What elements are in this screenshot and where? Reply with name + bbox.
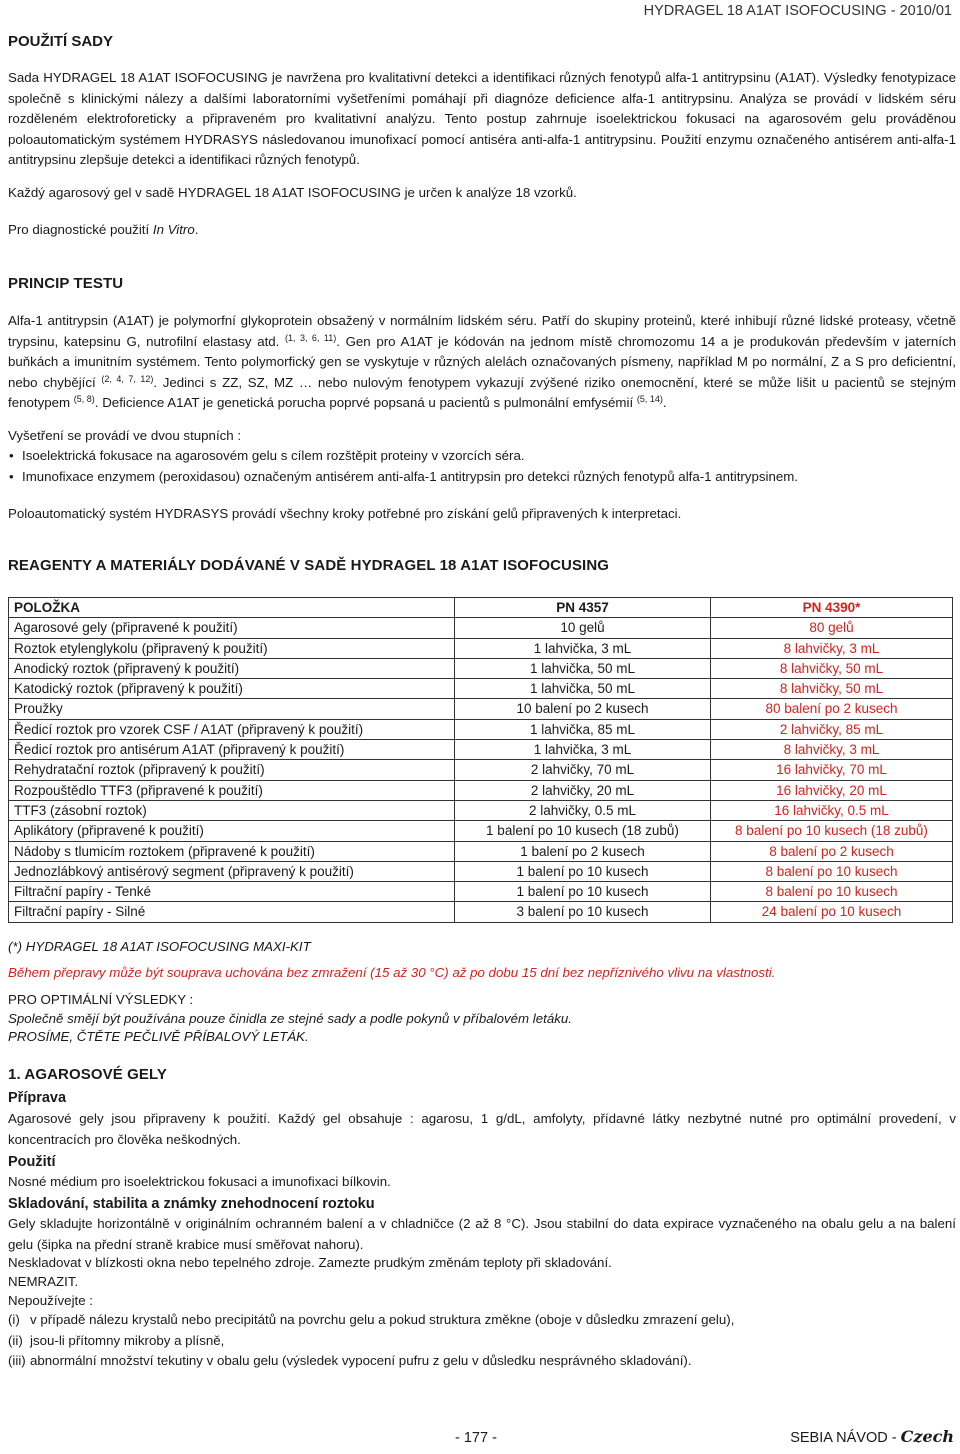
- subtitle-usage: Použití: [8, 1154, 56, 1170]
- table-row: [9, 800, 953, 820]
- table-cell-item: Anodický roztok (připravený k použití): [9, 658, 455, 678]
- table-cell-pn4357: 2 lahvičky, 0.5 mL: [455, 800, 711, 820]
- hydrasys-note: Poloautomatický systém HYDRASYS provádí všechny kroky potřebné pro získání gelů připravených k interpretaci.: [8, 506, 682, 521]
- condition-num: (i): [8, 1312, 20, 1327]
- in-vitro-italic: In Vitro: [152, 222, 195, 237]
- table-row: [9, 780, 953, 800]
- usage-text: Nosné médium pro isoelektrickou fokusaci a imunofixaci bílkovin.: [8, 1174, 391, 1189]
- table-cell-pn4390: 8 lahvičky, 50 mL: [711, 679, 953, 699]
- table-row: [9, 740, 953, 760]
- table-cell-item: Roztok etylenglykolu (připravený k použití): [9, 638, 455, 658]
- principle-paragraph: [8, 311, 956, 414]
- footer-brand-text: SEBIA NÁVOD -: [790, 1430, 901, 1446]
- reference-sup-2: (2, 4, 7, 12): [101, 373, 154, 384]
- gel-capacity-text: Každý agarosový gel v sadě HYDRAGEL 18 A1AT ISOFOCUSING je určen k analýze 18 vzorků.: [8, 185, 577, 200]
- list-item: • Isoelektrická fokusace na agarosovém gelu s cílem rozštěpit proteiny v vzorcích séra.: [8, 446, 956, 467]
- table-cell-item: Katodický roztok (připravený k použití): [9, 679, 455, 699]
- column-header-pn4357: PN 4357: [455, 598, 711, 618]
- reference-sup-4: (5, 14): [636, 394, 663, 404]
- table-cell-item: Agarosové gely (připravené k použití): [9, 618, 455, 638]
- table-cell-pn4357: 10 gelů: [455, 618, 711, 638]
- principle-text-4: . Deficience A1AT je genetická porucha poprvé popsaná u pacientů s pulmonální emfysémií: [94, 395, 637, 410]
- reagents-table-body: [9, 618, 953, 922]
- intro-text-b: Tento postup zahrnuje isoelektrickou fokusaci na agarosovém gelu prováděnou poloautomatickým systémem HYDRASYS následovanou imunofixací pomocí antiséra anti-alfa-1 antitrypsinu. Použití enzymu označeného antisérem anti-alfa-1 antitrypsinu zlepšuje detekci a identifikaci různých fenotypů.: [8, 111, 956, 167]
- table-cell-pn4390: 8 balení po 10 kusech: [711, 882, 953, 902]
- do-not-use-title: Nepoužívejte :: [8, 1293, 94, 1308]
- table-row: [9, 658, 953, 678]
- table-cell-pn4390: 8 balení po 10 kusech: [711, 861, 953, 881]
- subtitle-storage: Skladování, stabilita a známky znehodnocení roztoku: [8, 1196, 375, 1212]
- steps-intro: Vyšetření se provádí ve dvou stupních :: [8, 428, 242, 443]
- reference-sup-3: (5, 8): [73, 394, 95, 404]
- section-title-principle: PRINCIP TESTU: [8, 275, 124, 292]
- table-cell-item: Filtrační papíry - Tenké: [9, 882, 455, 902]
- intro-text-a: Sada HYDRAGEL 18 A1AT ISOFOCUSING je navržena pro kvalitativní detekci a identifikaci různých fenotypů alfa-1 antitrypsinu (A1AT). Výsledky fenotypizace společně s klinickými nálezy a dalšími laboratorními vyšetřeními pomáhají při diagnóze deficience alfa-1 antitrypsinu. Analýza se provádí v lidském séru rozděleném elektroforeticky a připraveném pro kvalitativní analýzu.: [8, 70, 956, 126]
- principle-text-1: Alfa-1 antitrypsin (A1AT) je polymorfní glykoprotein obsažený v normálním lidském séru. Patří do skupiny proteinů, které inhibují různé lidské proteasy, včetně trypsinu, katepsinu G, nutrofilní elastasy atd.: [8, 313, 956, 349]
- steps-list: [8, 446, 956, 487]
- table-cell-pn4357: 2 lahvičky, 20 mL: [455, 780, 711, 800]
- table-row: [9, 679, 953, 699]
- table-row: [9, 841, 953, 861]
- storage-heat-text: Neskladovat v blízkosti okna nebo tepelného zdroje. Zamezte prudkým změnám teploty při skladování.: [8, 1255, 612, 1270]
- footer-language: Czech: [900, 1427, 954, 1446]
- steps-list-wrap: [8, 446, 956, 487]
- preparation-text: Agarosové gely jsou připraveny k použití. Každý gel obsahuje : agarosu, 1 g/dL, amfolyty, přídavné látky nezbytné nutné pro optimální provedení, v koncentracích pro člověka neškodných.: [8, 1111, 956, 1147]
- table-cell-pn4357: 1 balení po 10 kusech (18 zubů): [455, 821, 711, 841]
- table-cell-pn4357: 1 lahvička, 50 mL: [455, 679, 711, 699]
- list-item: • Imunofixace enzymem (peroxidasou) označeným antisérem anti-alfa-1 antitrypsin pro detekci různých fenotypů alfa-1 antitrypsinem.: [8, 467, 956, 488]
- condition-num: (iii): [8, 1353, 26, 1368]
- section-title-reagents: REAGENTY A MATERIÁLY DODÁVANÉ V SADĚ HYDRAGEL 18 A1AT ISOFOCUSING: [8, 557, 610, 574]
- table-cell-pn4390: 8 balení po 10 kusech (18 zubů): [711, 821, 953, 841]
- table-cell-pn4357: 3 balení po 10 kusech: [455, 902, 711, 922]
- table-cell-item: Jednozlábkový antisérový segment (připravený k použití): [9, 861, 455, 881]
- condition-text: v případě nálezu krystalů nebo precipitátů na povrchu gelu a pokud struktura změkne (oboje v důsledku zmrazení gelu),: [30, 1312, 735, 1327]
- optimal-results-title: PRO OPTIMÁLNÍ VÝSLEDKY :: [8, 992, 194, 1007]
- table-cell-pn4357: 1 balení po 10 kusech: [455, 861, 711, 881]
- transport-note: Během přepravy může být souprava uchována bez zmražení (15 až 30 °C) až po dobu 15 dní bez nepříznivého vlivu na vlastnosti.: [8, 965, 776, 980]
- table-row: [9, 882, 953, 902]
- table-cell-pn4390: 80 gelů: [711, 618, 953, 638]
- table-header-row: [9, 598, 953, 618]
- table-row: [9, 861, 953, 881]
- section-title-usage: POUŽITÍ SADY: [8, 33, 114, 50]
- table-cell-pn4390: 80 balení po 2 kusech: [711, 699, 953, 719]
- section-title-agarose-gels: 1. AGAROSOVÉ GELY: [8, 1066, 167, 1083]
- table-cell-item: Ředicí roztok pro antisérum A1AT (připravený k použití): [9, 740, 455, 760]
- principle-text-5: .: [662, 395, 667, 410]
- column-header-pn4390: PN 4390*: [711, 598, 953, 618]
- table-cell-pn4357: 1 lahvička, 85 mL: [455, 719, 711, 739]
- table-cell-item: Proužky: [9, 699, 455, 719]
- page-number: - 177 -: [455, 1430, 497, 1446]
- table-cell-item: Ředicí roztok pro vzorek CSF / A1AT (připravený k použití): [9, 719, 455, 739]
- table-cell-pn4357: 1 balení po 10 kusech: [455, 882, 711, 902]
- no-freeze-text: NEMRAZIT.: [8, 1274, 79, 1289]
- table-cell-pn4390: 24 balení po 10 kusech: [711, 902, 953, 922]
- list-item: [8, 1351, 956, 1372]
- list-item: [8, 1310, 956, 1331]
- optimal-results-text: Společně smějí být používána pouze činidla ze stejné sady a podle pokynů v příbalovém letáku.: [8, 1011, 572, 1026]
- table-cell-pn4390: 8 lahvičky, 3 mL: [711, 740, 953, 760]
- table-row: [9, 638, 953, 658]
- table-row: [9, 821, 953, 841]
- table-cell-pn4390: 16 lahvičky, 20 mL: [711, 780, 953, 800]
- storage-text: Gely skladujte horizontálně v originálním ochranném balení a v chladničce (2 až 8 °C). Jsou stabilní do data expirace vyznačeného na obalu gelu a na balení gelu (šipka na přední straně krabice musí směřovat nahoru).: [8, 1216, 956, 1252]
- footer-brand: [790, 1427, 954, 1446]
- table-cell-pn4357: 2 lahvičky, 70 mL: [455, 760, 711, 780]
- conditions-list: [8, 1310, 956, 1372]
- table-cell-pn4357: 1 lahvička, 3 mL: [455, 638, 711, 658]
- read-leaflet-note: PROSÍME, ČTĚTE PEČLIVĚ PŘÍBALOVÝ LETÁK.: [8, 1029, 309, 1044]
- table-row: [9, 618, 953, 638]
- table-cell-item: Aplikátory (připravené k použití): [9, 821, 455, 841]
- table-cell-pn4357: 1 balení po 2 kusech: [455, 841, 711, 861]
- table-row: [9, 902, 953, 922]
- table-cell-item: Filtrační papíry - Silné: [9, 902, 455, 922]
- table-cell-item: Rehydratační roztok (připravený k použití): [9, 760, 455, 780]
- table-row: [9, 760, 953, 780]
- table-cell-pn4357: 10 balení po 2 kusech: [455, 699, 711, 719]
- table-cell-item: Nádoby s tlumicím roztokem (připravené k použití): [9, 841, 455, 861]
- table-cell-pn4390: 8 lahvičky, 50 mL: [711, 658, 953, 678]
- table-cell-item: Rozpouštědlo TTF3 (připravené k použití): [9, 780, 455, 800]
- subtitle-preparation: Příprava: [8, 1090, 67, 1106]
- condition-num: (ii): [8, 1332, 23, 1348]
- table-cell-pn4390: 8 balení po 2 kusech: [711, 841, 953, 861]
- in-vitro-end: .: [194, 222, 199, 237]
- in-vitro-note: [8, 220, 956, 241]
- table-cell-pn4390: 8 lahvičky, 3 mL: [711, 638, 953, 658]
- principle-text-2: . Gen pro A1AT je kódován na jednom místě chromozomu 14 a je produkován především v jaterních buňkách a imunitním systémem. Tento polymorfický gen se vyskytuje v různých alelách označovaných písmeny, například M po normální, Z a S pro deficientní, nebo chybějící: [8, 333, 956, 390]
- principle-text-3: . Jedinci s ZZ, SZ, MZ … nebo nulovým fenotypem vykazují zvýšené riziko onemocnění, které se může lišit u pacientů se stejným fenotypem: [8, 374, 956, 410]
- table-cell-pn4390: 16 lahvičky, 70 mL: [711, 760, 953, 780]
- table-cell-item: TTF3 (zásobní roztok): [9, 800, 455, 820]
- table-cell-pn4390: 16 lahvičky, 0.5 mL: [711, 800, 953, 820]
- condition-text: jsou-li přítomny mikroby a plísně,: [30, 1332, 225, 1348]
- intro-paragraph: [8, 68, 956, 171]
- condition-text: abnormální množství tekutiny v obalu gelu (výsledek vypocení pufru z gelu v důsledku nesprávného skladování).: [30, 1353, 692, 1368]
- column-header-item: POLOŽKA: [9, 598, 455, 618]
- table-row: [9, 699, 953, 719]
- reference-sup-1: (1, 3, 6, 11): [285, 332, 337, 343]
- table-cell-pn4390: 2 lahvičky, 85 mL: [711, 719, 953, 739]
- list-item: [8, 1331, 956, 1352]
- reagents-table: [8, 597, 953, 923]
- maxi-kit-footnote: (*) HYDRAGEL 18 A1AT ISOFOCUSING MAXI-KIT: [8, 939, 311, 954]
- table-row: [9, 719, 953, 739]
- table-cell-pn4357: 1 lahvička, 50 mL: [455, 658, 711, 678]
- in-vitro-text: Pro diagnostické použití: [8, 222, 153, 237]
- document-id: HYDRAGEL 18 A1AT ISOFOCUSING - 2010/01: [643, 3, 952, 19]
- table-cell-pn4357: 1 lahvička, 3 mL: [455, 740, 711, 760]
